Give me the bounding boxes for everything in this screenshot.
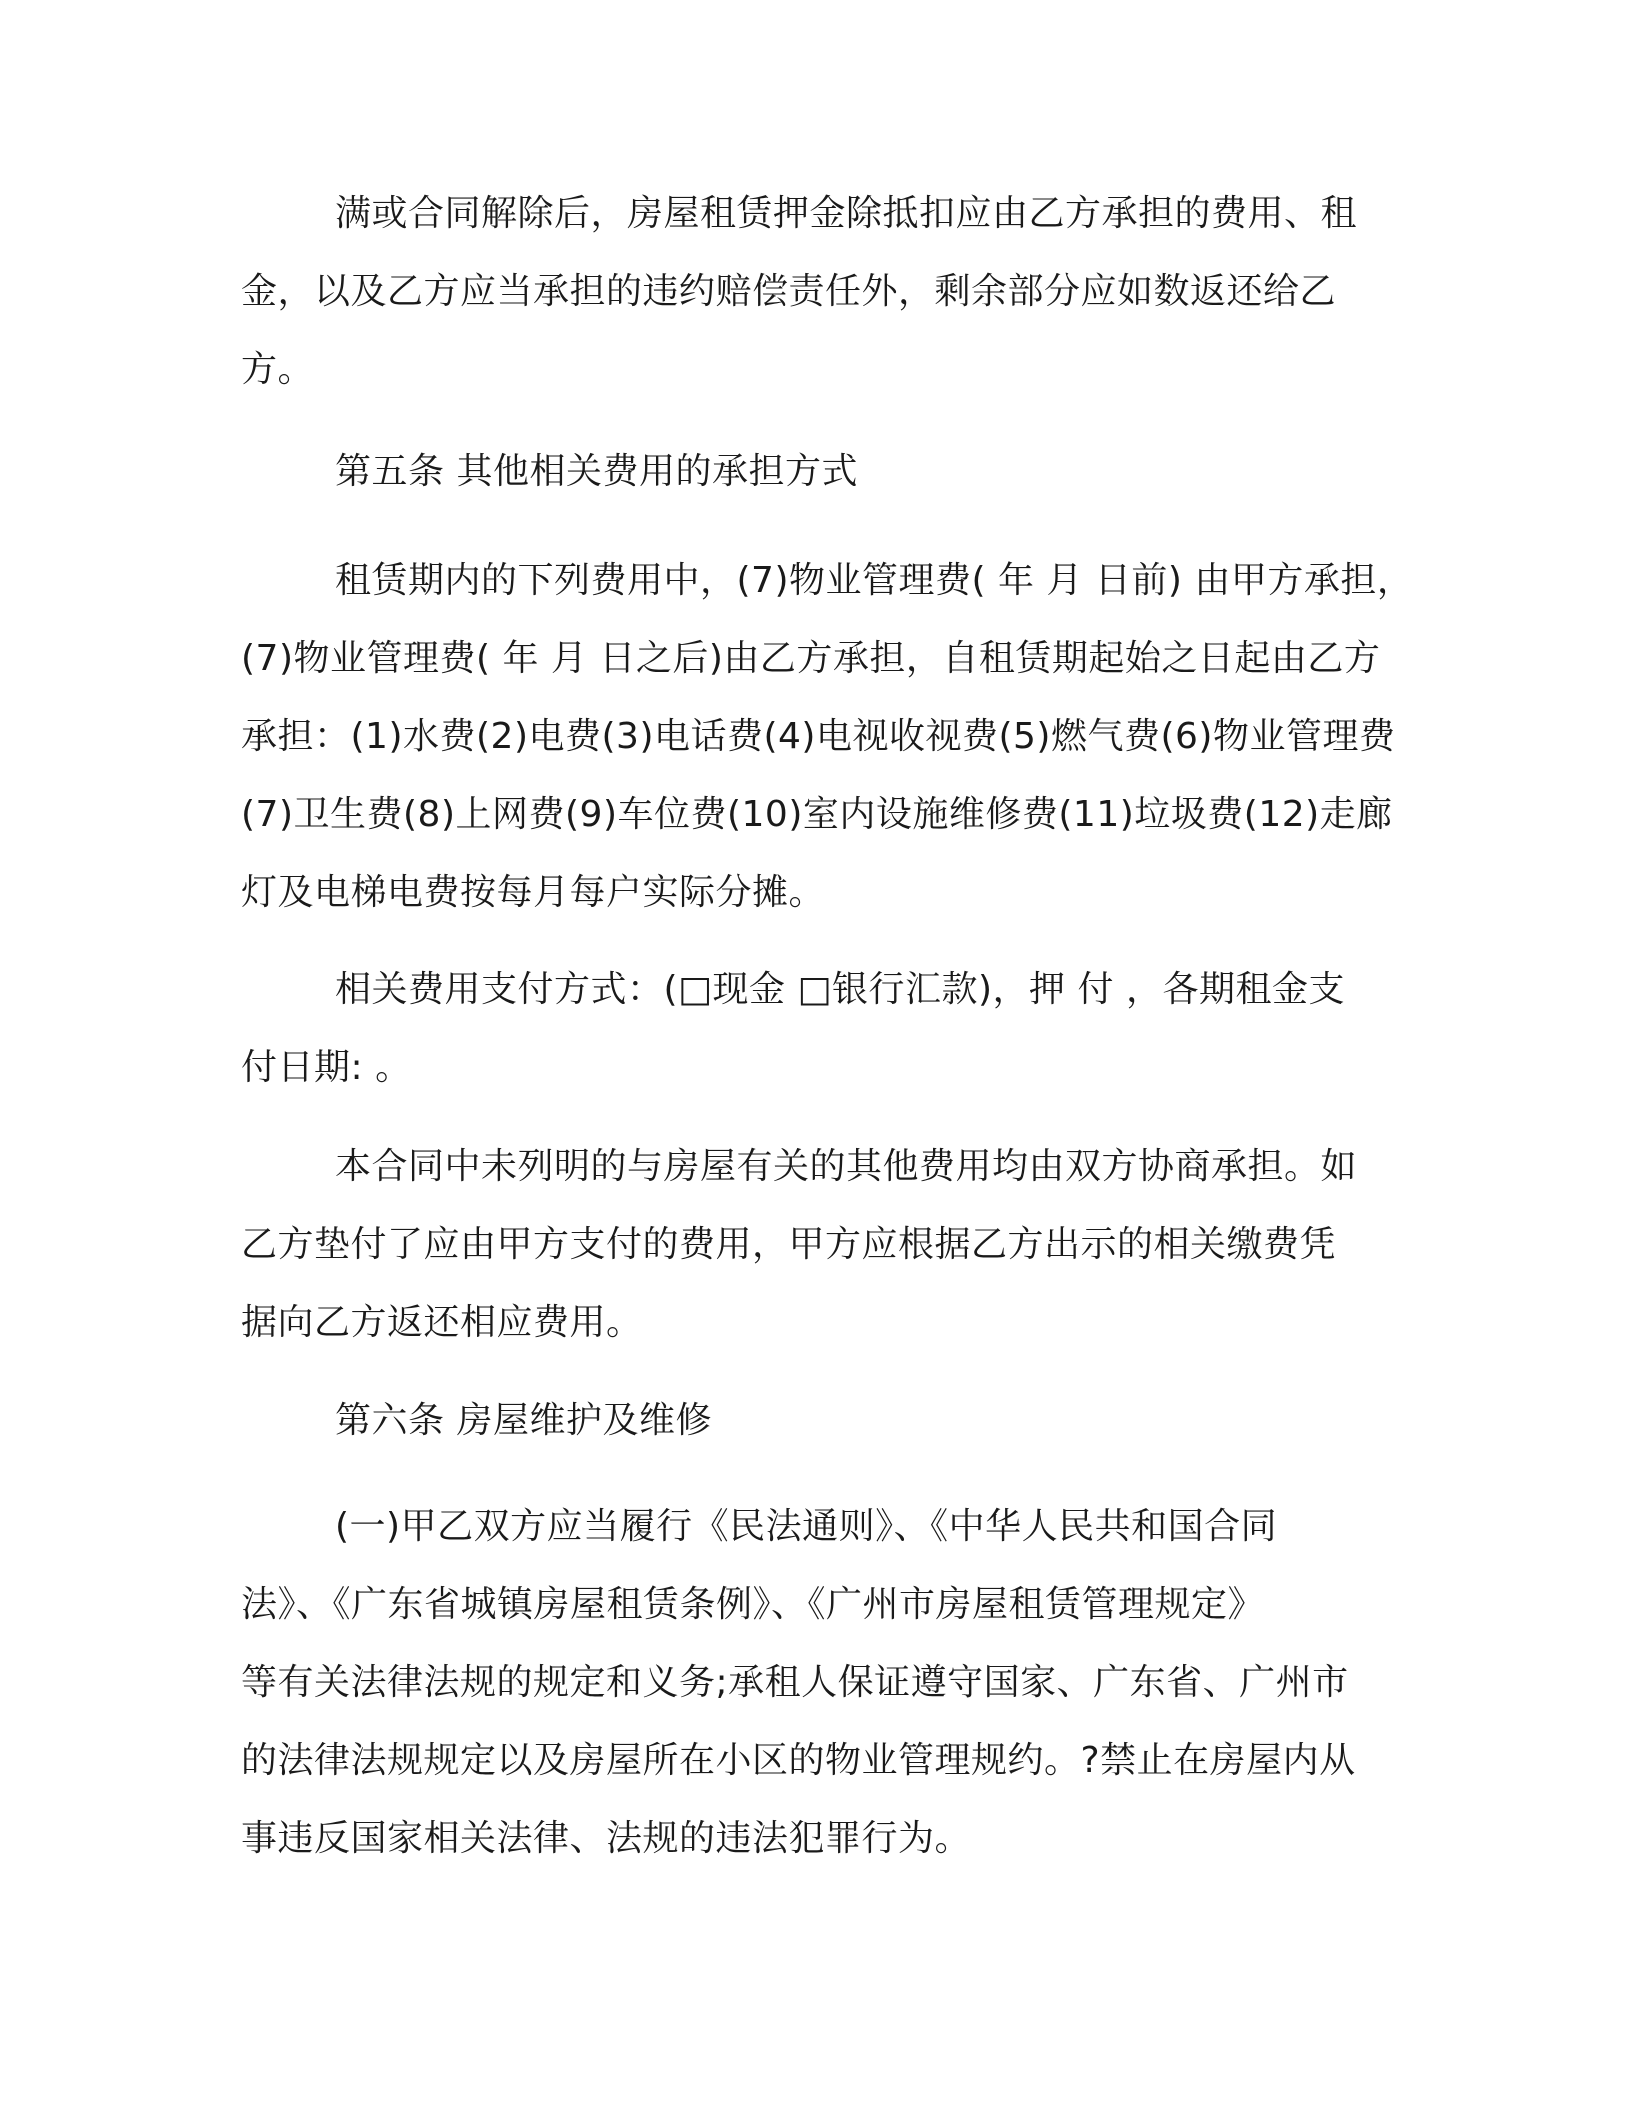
paragraph-fees-list xyxy=(241,542,1421,932)
text-line: 相关费用支付方式：(□现金 □银行汇款)，押 付 ，各期租金支 xyxy=(335,969,1345,1010)
text-line: 方。 xyxy=(241,349,315,390)
article-5-heading xyxy=(241,433,1421,511)
heading-text: 第五条 其他相关费用的承担方式 xyxy=(335,451,858,492)
text-line: 金，以及乙方应当承担的违约赔偿责任外，剩余部分应如数返还给乙 xyxy=(241,271,1337,312)
paragraph-maintenance-1 xyxy=(241,1488,1421,1878)
text-line: 付日期: 。 xyxy=(241,1047,412,1088)
text-line: (7)物业管理费( 年 月 日之后)由乙方承担，自租赁期起始之日起由乙方 xyxy=(241,638,1381,679)
text-line: 等有关法律法规的规定和义务;承租人保证遵守国家、广东省、广州市 xyxy=(241,1662,1349,1703)
text-line: 的法律法规规定以及房屋所在小区的物业管理规约。?禁止在房屋内从 xyxy=(241,1740,1356,1781)
text-line: 事违反国家相关法律、法规的违法犯罪行为。 xyxy=(241,1818,972,1859)
text-line: 乙方垫付了应由甲方支付的费用，甲方应根据乙方出示的相关缴费凭 xyxy=(241,1224,1337,1265)
paragraph-other-fees xyxy=(241,1128,1421,1362)
text-line: 灯及电梯电费按每月每户实际分摊。 xyxy=(241,872,826,913)
text-line: 据向乙方返还相应费用。 xyxy=(241,1302,643,1343)
text-line: 满或合同解除后，房屋租赁押金除抵扣应由乙方承担的费用、租 xyxy=(335,193,1358,234)
text-line: 法》、《广东省城镇房屋租赁条例》、《广州市房屋租赁管理规定》 xyxy=(241,1584,1265,1625)
text-line: 本合同中未列明的与房屋有关的其他费用均由双方协商承担。如 xyxy=(335,1146,1358,1187)
text-line: 租赁期内的下列费用中，(7)物业管理费( 年 月 日前) 由甲方承担， xyxy=(335,560,1414,601)
text-line: (7)卫生费(8)上网费(9)车位费(10)室内设施维修费(11)垃圾费(12)走廊 xyxy=(241,794,1393,835)
article-6-heading xyxy=(241,1382,1421,1460)
heading-text: 第六条 房屋维护及维修 xyxy=(335,1400,712,1441)
text-line: (一)甲乙双方应当履行《民法通则》、《中华人民共和国合同 xyxy=(335,1506,1278,1547)
paragraph-payment-method xyxy=(241,951,1421,1107)
paragraph-deposit-return xyxy=(241,175,1421,409)
text-line: 承担：(1)水费(2)电费(3)电话费(4)电视收视费(5)燃气费(6)物业管理费 xyxy=(241,716,1396,757)
